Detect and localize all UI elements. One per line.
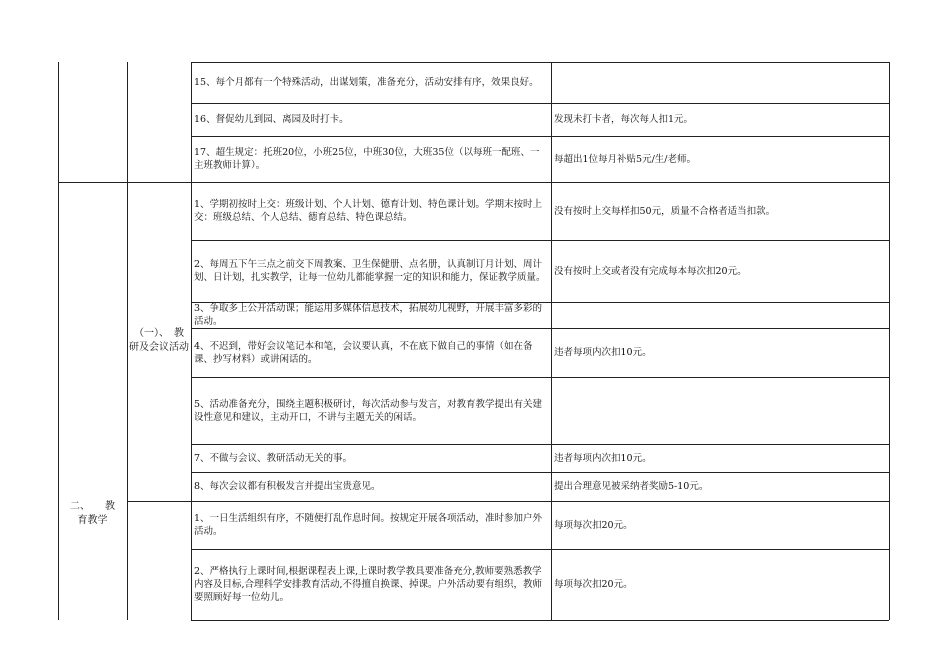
table-row-requirement	[191, 182, 551, 240]
requirement-text: 17、超生规定：托班20位，小班25位，中班30位，大班35位（以每班一配班、一主班教师计算）。	[194, 147, 540, 171]
table-row-requirement	[191, 62, 551, 103]
rule-text: 每项每次扣20元。	[554, 519, 633, 531]
rule-text: 提出合理意见被采纳者奖励5-10元。	[554, 481, 709, 492]
category-sub-label	[127, 327, 191, 355]
table-row-requirement	[191, 472, 551, 501]
table-row-rule	[551, 328, 889, 377]
table-row-rule	[551, 240, 889, 302]
requirement-text: 2、每周五下午三点之前交下周教案、卫生保健册、点名册，认真制订月计划、周计划、日计划，扎实教学，让每一位幼儿都能掌握一定的知识和能力，保证教学质量。	[194, 259, 546, 283]
rule-text: 没有按时上交每样扣50元，质量不合格者适当扣款。	[554, 205, 776, 217]
table-row-requirement	[191, 136, 551, 182]
requirement-text: 5、活动准备充分，围绕主题积极研讨，每次活动参与发言，对教育教学提出有关建设性意见和建议，主动开口，不讲与主题无关的闲话。	[194, 398, 543, 423]
table-row-rule	[551, 444, 889, 472]
rule-text: 违者每项内次扣10元。	[554, 452, 652, 464]
rule-text: 没有按时上交或者没有完成每本每次扣20元。	[554, 265, 747, 277]
category-sub-line1: （一）、 教	[134, 328, 184, 339]
table-row-rule	[551, 182, 889, 240]
table-row-rule	[551, 549, 889, 620]
table-row-requirement	[191, 302, 551, 328]
table-row-rule	[551, 302, 889, 328]
requirement-text: 16、督促幼儿到园、离园及时打卡。	[194, 114, 349, 125]
table-row-rule	[551, 472, 889, 501]
rule-text: 每项每次扣20元。	[554, 579, 633, 590]
left-block-divider	[58, 182, 191, 183]
table-row-requirement	[191, 240, 551, 302]
col-line-1	[58, 62, 59, 620]
requirement-text: 2、严格执行上课时间,根据课程表上课,上课时教学教具要准备充分,教师要熟悉教学内容及目标,合理科学安排教育活动,不得擅自换课、掉课。户外活动要有组织，教师要照顾好每一位幼儿。	[194, 566, 543, 603]
requirement-text: 4、不迟到，带好会议笔记本和笔，会议要认真，不在底下做自己的事情（如在备课、抄写材料）或讲闲话的。	[194, 340, 533, 365]
table-row-requirement	[191, 103, 551, 136]
table-row-rule	[551, 62, 889, 103]
category-sub-line2: 研及会议活动	[129, 342, 189, 353]
table-row-requirement	[191, 501, 551, 549]
bottom-border	[191, 620, 889, 621]
category-main-line2: 育教学	[77, 515, 108, 526]
requirement-text: 1、学期初按时上交：班级计划、个人计划、德育计划、特色课计划。学期末按时上交：班级总结、个人总结、德育总结、特色课总结。	[194, 199, 543, 223]
sub-block-divider	[127, 501, 191, 502]
table-row-rule	[551, 501, 889, 549]
requirement-text: 8、每次会议都有积极发言并提出宝贵意见。	[194, 481, 381, 492]
category-main-label	[58, 500, 127, 528]
table-row-rule	[551, 136, 889, 182]
requirement-text: 15、每个月都有一个特殊活动，出谋划策，准备充分，活动安排有序，效果良好。	[194, 77, 539, 88]
requirement-text: 7、不做与会议、教研活动无关的事。	[194, 452, 353, 464]
table-row-requirement	[191, 328, 551, 377]
requirement-text: 3、争取多上公开活动课；能运用多媒体信息技术，拓展幼儿视野，开展丰富多彩的活动。	[194, 303, 543, 327]
table-row-rule	[551, 377, 889, 444]
rule-text: 违者每项内次扣10元。	[554, 347, 652, 358]
requirement-text: 1、一日生活组织有序，不随便打乱作息时间。按规定开展各项活动，准时参加户外活动。	[194, 513, 543, 537]
category-main-line1: 二、 教	[70, 501, 115, 512]
table-row-requirement	[191, 549, 551, 620]
rule-text: 每超出1位每月补贴5元/生/老师。	[554, 153, 696, 165]
rule-text: 发现未打卡者，每次每人扣1元。	[554, 114, 694, 125]
table-row-rule	[551, 103, 889, 136]
col-line-5	[889, 62, 890, 620]
table-row-requirement	[191, 444, 551, 472]
table-row-requirement	[191, 377, 551, 444]
